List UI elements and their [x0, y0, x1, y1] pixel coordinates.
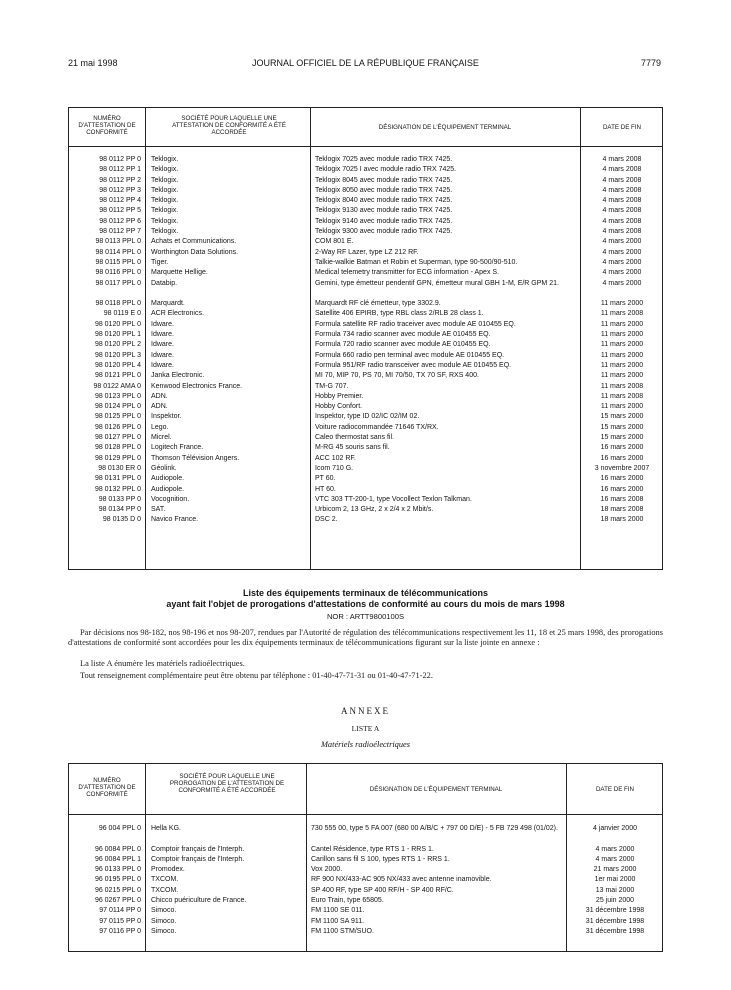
- end-date: 11 mars 2000: [600, 320, 644, 328]
- company-name: Marquette Hellige.: [151, 269, 208, 277]
- company-name: Thomson Télévision Angers.: [151, 454, 240, 462]
- equipment-designation: M-RG 45 souris sans fil.: [315, 444, 390, 452]
- company-name: SAT.: [151, 506, 166, 514]
- company-name: TXCOM.: [151, 876, 179, 884]
- company-name: Teklogix.: [151, 197, 179, 205]
- paragraph-liste-a: La liste A énumère les matériels radioélectriques.: [80, 659, 245, 668]
- column-date: [580, 155, 664, 526]
- equipment-designation: Teklogix 9130 avec module radio TRX 7425.: [315, 207, 453, 215]
- company-name: Comptoir français de l'Interph.: [151, 855, 245, 863]
- attestation-number: 98 0114 PPL 0: [95, 248, 141, 256]
- end-date: 1er mai 2000: [594, 876, 636, 884]
- end-date: 11 mars 2000: [600, 300, 644, 308]
- attestation-number: 98 0112 PP 0: [99, 156, 141, 163]
- company-name: Idware.: [151, 331, 174, 339]
- header-page: 7779: [640, 58, 661, 68]
- company-name: Simoco.: [151, 907, 177, 915]
- column-date-2: [566, 824, 664, 937]
- equipment-designation: Teklogix 9140 avec module radio TRX 7425.: [315, 217, 453, 225]
- attestation-number: 98 0124 PPL 0: [94, 403, 141, 411]
- equipment-designation: Teklogix 8050 avec module radio TRX 7425.: [315, 186, 453, 194]
- end-date: 4 mars 2000: [602, 238, 642, 246]
- attestation-number: 96 0195 PPL 0: [94, 876, 141, 884]
- company-name: Achats et Communications.: [151, 238, 237, 246]
- equipment-designation: Teklogix 7025 avec module radio TRX 7425.: [315, 156, 453, 163]
- equipment-designation: COM 801 E.: [315, 238, 354, 246]
- attestation-number: 96 0215 PPL 0: [94, 886, 141, 894]
- equipment-designation: Teklogix 9300 avec module radio TRX 7425.: [315, 228, 453, 236]
- company-name: Teklogix.: [151, 156, 179, 163]
- company-name: TXCOM.: [151, 886, 179, 894]
- column-designation-2: [311, 824, 565, 937]
- company-name: Teklogix.: [151, 217, 179, 225]
- attestation-number: 98 0117 PPL 0: [95, 279, 141, 287]
- company-name: Hella KG.: [151, 825, 181, 832]
- company-name: Simoco.: [151, 917, 177, 925]
- end-date: 15 mars 2000: [600, 413, 644, 421]
- equipment-designation: Caleo thermostat sans fil.: [315, 434, 394, 442]
- equipment-designation: Formula 660 radio pen terminal avec module AE 010455 EQ.: [315, 351, 505, 359]
- attestation-number: 98 0135 D 0: [102, 516, 141, 524]
- col-header-societe-2: SOCIÉTÉ POUR LAQUELLE UNE PROROGATION DE L'ATTESTATION DE CONFORMITÉ A ÉTÉ ACCORDÉE: [169, 773, 285, 794]
- attestation-number: 98 0127 PPL 0: [94, 434, 141, 442]
- equipment-designation: Medical telemetry transmitter for ECG information - Apex S.: [315, 269, 500, 277]
- attestation-number: 96 0133 PPL 0: [94, 866, 141, 874]
- company-name: Micrel.: [151, 434, 172, 442]
- company-name: Inspektor.: [151, 413, 182, 421]
- end-date: 11 mars 2008: [600, 392, 644, 400]
- end-date: 31 décembre 1998: [585, 917, 645, 925]
- end-date: 4 mars 2008: [602, 207, 642, 215]
- attestation-number: 98 0112 PP 4: [99, 197, 141, 205]
- attestation-number: 96 0084 PPL 0: [94, 845, 141, 853]
- attestation-number: 98 0131 PPL 0: [94, 475, 141, 483]
- equipment-designation: ACC 102 RF.: [315, 454, 356, 462]
- attestation-number: 98 0120 PPL 4: [94, 361, 141, 369]
- end-date: 16 mars 2000: [600, 444, 644, 452]
- end-date: 16 mars 2008: [600, 495, 644, 503]
- end-date: 16 mars 2000: [600, 454, 644, 462]
- company-name: Promodex.: [151, 866, 185, 874]
- equipment-designation: 730 555 00, type 5 FA 007 (680 00 A/B/C + 797 00 D/E) - 5 FB 729 498 (01/02).: [311, 825, 558, 832]
- equipment-designation: Teklogix 8040 avec module radio TRX 7425.: [315, 197, 453, 205]
- attestation-number: 98 0126 PPL 0: [94, 423, 141, 431]
- attestation-number: 98 0125 PPL 0: [94, 413, 141, 421]
- equipment-designation: Vox 2000.: [311, 866, 343, 874]
- attestation-number: 98 0112 PP 5: [99, 207, 141, 215]
- end-date: 4 mars 2000: [602, 248, 642, 256]
- attestation-number: 97 0114 PP 0: [99, 907, 141, 915]
- header-journal: JOURNAL OFFICIEL DE LA RÉPUBLIQUE FRANÇAISE: [252, 58, 479, 68]
- equipment-designation: MI 70, MIP 70, PS 70, MI 70/50, TX 70 SF, RXS 400.: [315, 372, 479, 380]
- end-date: 4 mars 2008: [602, 228, 642, 236]
- equipment-designation: FM 1100 STM/SUO.: [311, 927, 374, 935]
- column-num: [69, 155, 141, 526]
- end-date: 15 mars 2000: [600, 423, 644, 431]
- attestation-number: 98 0118 PPL 0: [95, 300, 141, 308]
- col-header-societe: SOCIÉTÉ POUR LAQUELLE UNE ATTESTATION DE CONFORMITÉ A ÉTÉ ACCORDÉE: [172, 115, 286, 136]
- end-date: 3 novembre 2007: [594, 464, 650, 472]
- equipment-designation: Satellite 406 EPIRB, type RBL class 2/RLB 28 class 1.: [315, 310, 484, 318]
- liste-title: LISTE A: [351, 724, 380, 733]
- equipment-designation: DSC 2.: [315, 516, 338, 524]
- end-date: 11 mars 2000: [600, 341, 644, 349]
- company-name: Teklogix.: [151, 228, 179, 236]
- equipment-designation: Talkie-walkie Batman et Robin et Superman, type 90-500/90-510.: [315, 258, 518, 266]
- company-name: Idware.: [151, 341, 174, 349]
- attestation-number: 98 0129 PPL 0: [94, 454, 141, 462]
- header-date: 21 mai 1998: [68, 58, 118, 68]
- col-header-num: NUMÉRO D'ATTESTATION DE CONFORMITÉ: [78, 115, 136, 136]
- end-date: 16 mars 2000: [600, 475, 644, 483]
- company-name: ADN.: [151, 403, 168, 411]
- col-header-num-2: NUMÉRO D'ATTESTATION DE CONFORMITÉ: [78, 777, 136, 798]
- end-date: 25 juin 2000: [595, 897, 635, 905]
- attestation-number: 98 0121 PPL 0: [94, 372, 141, 380]
- attestation-table: [68, 107, 663, 570]
- attestation-number: 98 0113 PPL 0: [95, 238, 141, 246]
- end-date: 11 mars 2008: [600, 382, 644, 390]
- end-date: 4 mars 2000: [595, 855, 635, 863]
- attestation-number: 98 0130 ER 0: [98, 464, 141, 472]
- end-date: 4 mars 2000: [595, 845, 635, 853]
- company-name: Idware.: [151, 320, 174, 328]
- paragraph-contact: Tout renseignement complémentaire peut être obtenu par téléphone : 01-40-47-71-31 ou 01-40-47-71-22.: [80, 671, 433, 680]
- equipment-designation: PT 60.: [315, 475, 336, 483]
- attestation-number: 98 0132 PPL 0: [94, 485, 141, 493]
- attestation-number: 98 0120 PPL 1: [94, 331, 141, 339]
- attestation-number: 98 0115 PPL 0: [95, 258, 141, 266]
- equipment-designation: Hobby Premier.: [315, 392, 364, 400]
- end-date: 4 mars 2008: [602, 166, 642, 174]
- end-date: 31 décembre 1998: [585, 927, 645, 935]
- attestation-number: 98 0128 PPL 0: [94, 444, 141, 452]
- attestation-number: 98 0112 PP 6: [99, 217, 141, 225]
- column-societe-2: [151, 824, 304, 937]
- company-name: Audiopole.: [151, 475, 185, 483]
- col-header-designation-2: DÉSIGNATION DE L'ÉQUIPEMENT TERMINAL: [369, 786, 503, 793]
- end-date: 31 décembre 1998: [585, 907, 645, 915]
- equipment-designation: HT 60.: [315, 485, 336, 493]
- company-name: Audiopole.: [151, 485, 185, 493]
- company-name: Comptoir français de l'Interph.: [151, 845, 245, 853]
- company-name: Teklogix.: [151, 166, 179, 174]
- attestation-number: 98 0120 PPL 3: [94, 351, 141, 359]
- company-name: ACR Electronics.: [151, 310, 204, 318]
- col-header-date: DATE DE FIN: [602, 124, 642, 131]
- end-date: 18 mars 2008: [600, 506, 644, 514]
- end-date: 11 mars 2000: [600, 361, 644, 369]
- prorogation-table: [68, 763, 663, 952]
- column-designation: [315, 155, 579, 526]
- attestation-number: 98 0112 PP 7: [99, 228, 141, 236]
- attestation-number: 96 0084 PPL 1: [94, 855, 141, 863]
- end-date: 4 mars 2000: [602, 279, 642, 287]
- column-societe: [151, 155, 308, 526]
- attestation-number: 98 0120 PPL 2: [94, 341, 141, 349]
- attestation-number: 96 0267 PPL 0: [94, 897, 141, 905]
- equipment-designation: TM-G 707.: [315, 382, 349, 390]
- attestation-number: 98 0112 PP 1: [99, 166, 141, 174]
- equipment-designation: FM 1100 SE 011.: [311, 907, 365, 915]
- attestation-number: 98 0119 E 0: [103, 310, 141, 318]
- materiels-title: Matériels radioélectriques: [320, 740, 411, 749]
- attestation-number: 98 0112 PP 3: [99, 186, 141, 194]
- attestation-number: 98 0123 PPL 0: [94, 392, 141, 400]
- end-date: 21 mars 2000: [593, 866, 637, 874]
- equipment-designation: Urbicom 2, 13 GHz, 2 x 2/4 x 2 Mbit/s.: [315, 506, 434, 514]
- end-date: 11 mars 2000: [600, 351, 644, 359]
- equipment-designation: 2-Way RF Lazer, type LZ 212 RF.: [315, 248, 419, 256]
- end-date: 11 mars 2008: [600, 310, 644, 318]
- company-name: Logitech France.: [151, 444, 204, 452]
- company-name: Teklogix.: [151, 186, 179, 194]
- equipment-designation: Icom 710 G.: [315, 464, 354, 472]
- equipment-designation: Formula 951/RF radio transceiver avec module AE 010455 EQ.: [315, 361, 512, 369]
- equipment-designation: Inspektor, type ID 02/IC 02/IM 02.: [315, 413, 420, 421]
- attestation-number: 98 0134 PP 0: [98, 506, 141, 514]
- company-name: Navico France.: [151, 516, 199, 524]
- end-date: 15 mars 2000: [600, 434, 644, 442]
- equipment-designation: Hobby Confort.: [315, 403, 363, 411]
- equipment-designation: RF 900 NX/433-AC 905 NX/433 avec antenne inamovible.: [311, 876, 492, 884]
- end-date: 16 mars 2000: [600, 485, 644, 493]
- equipment-designation: FM 1100 SA 911.: [311, 917, 365, 925]
- attestation-number: 98 0112 PP 2: [99, 176, 141, 184]
- equipment-designation: Formula satellite RF radio traceiver avec module AE 010455 EQ.: [315, 320, 516, 328]
- company-name: Worthington Data Solutions.: [151, 248, 239, 256]
- company-name: Vocognition.: [151, 495, 190, 503]
- company-name: Simoco.: [151, 927, 177, 935]
- end-date: 4 mars 2008: [602, 197, 642, 205]
- col-header-date-2: DATE DE FIN: [595, 786, 635, 793]
- end-date: 4 mars 2008: [602, 156, 642, 163]
- equipment-designation: Formula 720 radio scanner avec module AE 010455 EQ.: [315, 341, 491, 349]
- company-name: Idware.: [151, 351, 174, 359]
- paragraph-decisions: Par décisions nos 98-182, nos 98-196 et nos 98-207, rendues par l'Autorité de régulation des télécommunications respectivement les 11, 18 et 25 mars 1998, des prorogations d'attestations de conformité sont accordées pour les dix équipements terminaux de télécommunications figurant sur la liste jointe en annexe :: [68, 628, 663, 647]
- equipment-designation: Voiture radiocommandée 71646 TX/RX.: [315, 423, 439, 431]
- end-date: 18 mars 2000: [600, 516, 644, 524]
- equipment-designation: Cantel Résidence, type RTS 1 - RRS 1.: [311, 845, 434, 853]
- section-title-1: Liste des équipements terminaux de télécommunications: [242, 588, 489, 598]
- equipment-designation: Carillon sans fil S 100, types RTS 1 - RRS 1.: [311, 855, 450, 863]
- annexe-title: ANNEXE: [341, 706, 390, 716]
- attestation-number: 97 0115 PP 0: [99, 917, 141, 925]
- end-date: 4 mars 2008: [602, 186, 642, 194]
- column-num-2: [69, 824, 141, 937]
- end-date: 4 mars 2000: [602, 269, 642, 277]
- equipment-designation: Formula 734 radio scanner avec module AE 010455 EQ.: [315, 331, 491, 339]
- company-name: Marquardt.: [151, 300, 185, 308]
- end-date: 4 janvier 2000: [593, 825, 637, 832]
- attestation-number: 98 0120 PPL 0: [94, 320, 141, 328]
- end-date: 11 mars 2000: [600, 372, 644, 380]
- attestation-number: 98 0122 AMA 0: [93, 382, 141, 390]
- company-name: Géolink.: [151, 464, 177, 472]
- company-name: Tiger.: [151, 258, 169, 266]
- nor-reference: NOR : ARTT9800100S: [326, 612, 405, 621]
- section-title-2: ayant fait l'objet de prorogations d'attestations de conformité au cours du mois de mars 1998: [166, 599, 565, 609]
- company-name: Teklogix.: [151, 207, 179, 215]
- attestation-number: 98 0133 PP 0: [98, 495, 141, 503]
- end-date: 13 mai 2000: [595, 886, 635, 894]
- attestation-number: 96 004 PPL 0: [98, 825, 141, 832]
- equipment-designation: Euro Train, type 65805.: [311, 897, 384, 905]
- attestation-number: 97 0116 PP 0: [99, 927, 141, 935]
- equipment-designation: VTC 303 TT-200-1, type Vocollect Texlon Talkman.: [315, 495, 472, 503]
- end-date: 11 mars 2000: [600, 331, 644, 339]
- col-header-designation: DÉSIGNATION DE L'ÉQUIPEMENT TERMINAL: [378, 124, 512, 131]
- company-name: Lego.: [151, 423, 169, 431]
- company-name: ADN.: [151, 392, 168, 400]
- equipment-designation: Gemini, type émetteur pendentif GPN, émetteur mural GBH 1-M, E/R GPM 21.: [315, 279, 559, 287]
- company-name: Idware.: [151, 361, 174, 369]
- end-date: 4 mars 2000: [602, 258, 642, 266]
- equipment-designation: SP 400 RF, type SP 400 RF/H - SP 400 RF/C.: [311, 886, 454, 894]
- company-name: Kenwood Electronics France.: [151, 382, 243, 390]
- equipment-designation: Teklogix 7025 I avec module radio TRX 7425.: [315, 166, 457, 174]
- attestation-number: 98 0116 PPL 0: [95, 269, 141, 277]
- company-name: Janka Electronic.: [151, 372, 205, 380]
- end-date: 4 mars 2008: [602, 176, 642, 184]
- end-date: 4 mars 2008: [602, 217, 642, 225]
- equipment-designation: Marquardt RF clé émetteur, type 3302.9.: [315, 300, 441, 308]
- equipment-designation: Teklogix 8045 avec module radio TRX 7425.: [315, 176, 453, 184]
- company-name: Chicco puériculture de France.: [151, 897, 247, 905]
- end-date: 11 mars 2000: [600, 403, 644, 411]
- company-name: Databip.: [151, 279, 178, 287]
- company-name: Teklogix.: [151, 176, 179, 184]
